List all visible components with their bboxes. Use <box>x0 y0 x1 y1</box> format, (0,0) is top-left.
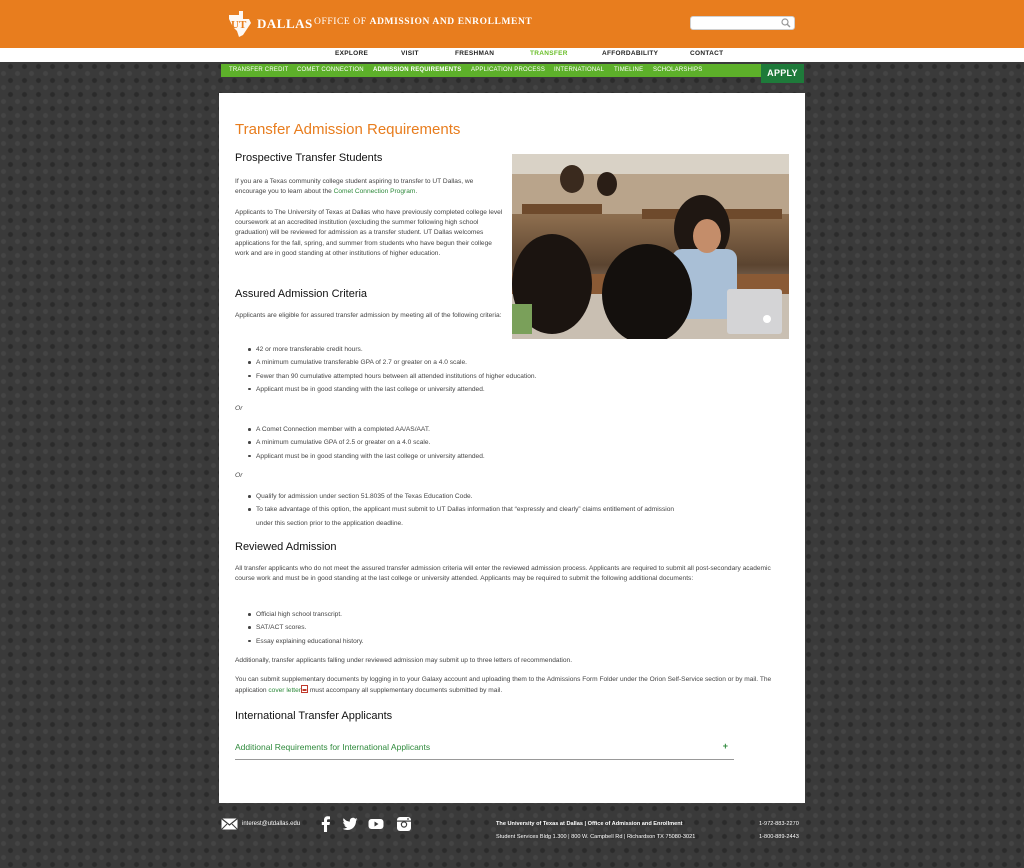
international-heading: International Transfer Applicants <box>235 710 393 722</box>
envelope-icon <box>221 818 238 830</box>
or-label: Or <box>235 472 243 479</box>
subnav-admission-requirements[interactable]: ADMISSION REQUIREMENTS <box>373 67 462 73</box>
nav-affordability[interactable]: AFFORDABILITY <box>602 50 659 57</box>
letters-paragraph: Additionally, transfer applicants falling under reviewed admission may submit up to three letters of recommendation. <box>235 657 573 664</box>
applicants-paragraph: Applicants to The University of Texas at Dallas who have previously completed college level coursework at an accredited institution (excluding the summer following high school graduation) will be reviewed for admission as a transfer student. UT Dallas welcomes applications for the fall, spring, and summer from students who have begun their college work and are in good standing at other institutions of higher education. <box>235 209 503 257</box>
assured-paragraph: Applicants are eligible for assured transfer admission by meeting all of the following criteria: <box>235 312 502 319</box>
subnav-scholarships[interactable]: SCHOLARSHIPS <box>653 67 703 73</box>
assured-criteria-list-1 <box>235 343 536 396</box>
assured-heading: Assured Admission Criteria <box>235 288 368 300</box>
sub-nav <box>221 64 803 77</box>
office-name: ADMISSION AND ENROLLMENT <box>369 17 533 27</box>
subnav-international[interactable]: INTERNATIONAL <box>554 67 605 73</box>
search-input[interactable] <box>690 16 795 30</box>
phone-2[interactable]: 1-800-889-2443 <box>759 833 799 840</box>
search-icon[interactable] <box>781 18 791 28</box>
subnav-application-process[interactable]: APPLICATION PROCESS <box>471 67 546 73</box>
list-item: Qualify for admission under section 51.8035 of the Texas Education Code. <box>235 490 790 503</box>
accordion-title[interactable]: Additional Requirements for International Applicants <box>235 742 431 752</box>
list-item <box>235 503 790 530</box>
supplementary-paragraph <box>235 675 790 696</box>
list-item: Essay explaining educational history. <box>235 635 364 648</box>
subnav-comet-connection[interactable]: COMET CONNECTION <box>297 67 364 73</box>
subnav-transfer-credit[interactable]: TRANSFER CREDIT <box>229 67 289 73</box>
photo-illustration <box>512 154 789 339</box>
footer-org-line2: Student Services Bldg 1.300 | 800 W. Campbell Rd | Richardson TX 75080-3021 <box>496 833 696 840</box>
supplementary-end: must accompany all supplementary documents submitted by mail. <box>307 687 503 695</box>
site-header <box>0 0 1024 48</box>
footer-org-line1: The University of Texas at Dallas | Office of Admission and Enrollment <box>496 821 683 827</box>
facebook-icon[interactable] <box>318 816 334 832</box>
list-item: A minimum cumulative GPA of 2.5 or greater on a 4.0 scale. <box>235 436 485 449</box>
office-title <box>314 17 532 27</box>
subnav-timeline[interactable]: TIMELINE <box>614 67 644 73</box>
nav-transfer[interactable]: TRANSFER <box>530 50 568 57</box>
list-item: A minimum cumulative transferable GPA of 2.7 or greater on a 4.0 scale. <box>235 356 536 369</box>
list-item-line: To take advantage of this option, the applicant must submit to UT Dallas information that “expressly and clearly” claims entitlement of admission <box>256 506 675 514</box>
list-item: 42 or more transferable credit hours. <box>235 343 536 356</box>
list-item: Fewer than 90 cumulative attempted hours between all attended institutions of higher education. <box>235 370 536 383</box>
apply-button[interactable]: APPLY <box>761 64 804 83</box>
supplementary-text: You can submit supplementary documents by logging in to your Galaxy account and uploading them to the Admissions Form Folder under the Orion Self-Service section or by mail. The application <box>235 676 772 695</box>
utd-logo[interactable] <box>225 9 313 39</box>
intro-end: . <box>415 188 418 196</box>
intro-text: If you are a Texas community college student aspiring to transfer to UT Dallas, we encourage you to learn about the <box>235 178 474 196</box>
reviewed-heading: Reviewed Admission <box>235 541 337 553</box>
list-item: Applicant must be in good standing with the last college or university attended. <box>235 383 536 396</box>
reviewed-paragraph: All transfer applicants who do not meet the assured transfer admission criteria will enter the reviewed admission process. Applicants are required to submit all post-secondary academic course work and must be in good standing at the last college or university attended. Applicants may be required to submit the following additional documents: <box>235 565 771 583</box>
nav-visit[interactable]: VISIT <box>401 50 419 57</box>
page-title: Transfer Admission Requirements <box>235 121 461 138</box>
expand-plus-icon[interactable]: + <box>722 741 728 751</box>
texas-star-icon <box>225 9 255 39</box>
cover-letter-link[interactable]: cover letter <box>268 687 301 695</box>
office-prefix: OFFICE OF <box>314 17 367 27</box>
footer-address <box>496 818 695 843</box>
nav-contact[interactable]: CONTACT <box>690 50 724 57</box>
pdf-icon[interactable] <box>301 685 308 693</box>
prospective-heading: Prospective Transfer Students <box>235 152 383 164</box>
or-label: Or <box>235 405 243 412</box>
list-item: SAT/ACT scores. <box>235 621 364 634</box>
footer-email[interactable] <box>221 818 300 830</box>
logo-text: DALLAS <box>257 16 313 31</box>
main-content <box>219 93 805 803</box>
assured-criteria-list-3 <box>235 490 790 530</box>
nav-freshman[interactable]: FRESHMAN <box>455 50 495 57</box>
phone-1[interactable]: 1-972-883-2270 <box>759 821 799 827</box>
intro-paragraph <box>235 177 505 197</box>
international-accordion[interactable] <box>235 740 734 760</box>
list-item: Applicant must be in good standing with the last college or university attended. <box>235 450 485 463</box>
list-item: Official high school transcript. <box>235 608 364 621</box>
email-text[interactable]: interest@utdallas.edu <box>242 821 301 827</box>
instagram-icon[interactable] <box>396 816 412 832</box>
reviewed-documents-list <box>235 608 364 648</box>
youtube-icon[interactable] <box>368 816 384 832</box>
students-studying-photo <box>512 154 789 339</box>
twitter-icon[interactable] <box>342 816 358 832</box>
list-item: A Comet Connection member with a completed AA/AS/AAT. <box>235 423 485 436</box>
list-item-line: under this section prior to the application deadline. <box>256 519 403 527</box>
svg-text:UT: UT <box>231 19 247 31</box>
main-nav <box>0 48 1024 62</box>
assured-criteria-list-2 <box>235 423 485 463</box>
comet-connection-link[interactable]: Comet Connection Program <box>333 188 416 196</box>
footer-phones <box>759 818 799 843</box>
nav-explore[interactable]: EXPLORE <box>335 50 369 57</box>
